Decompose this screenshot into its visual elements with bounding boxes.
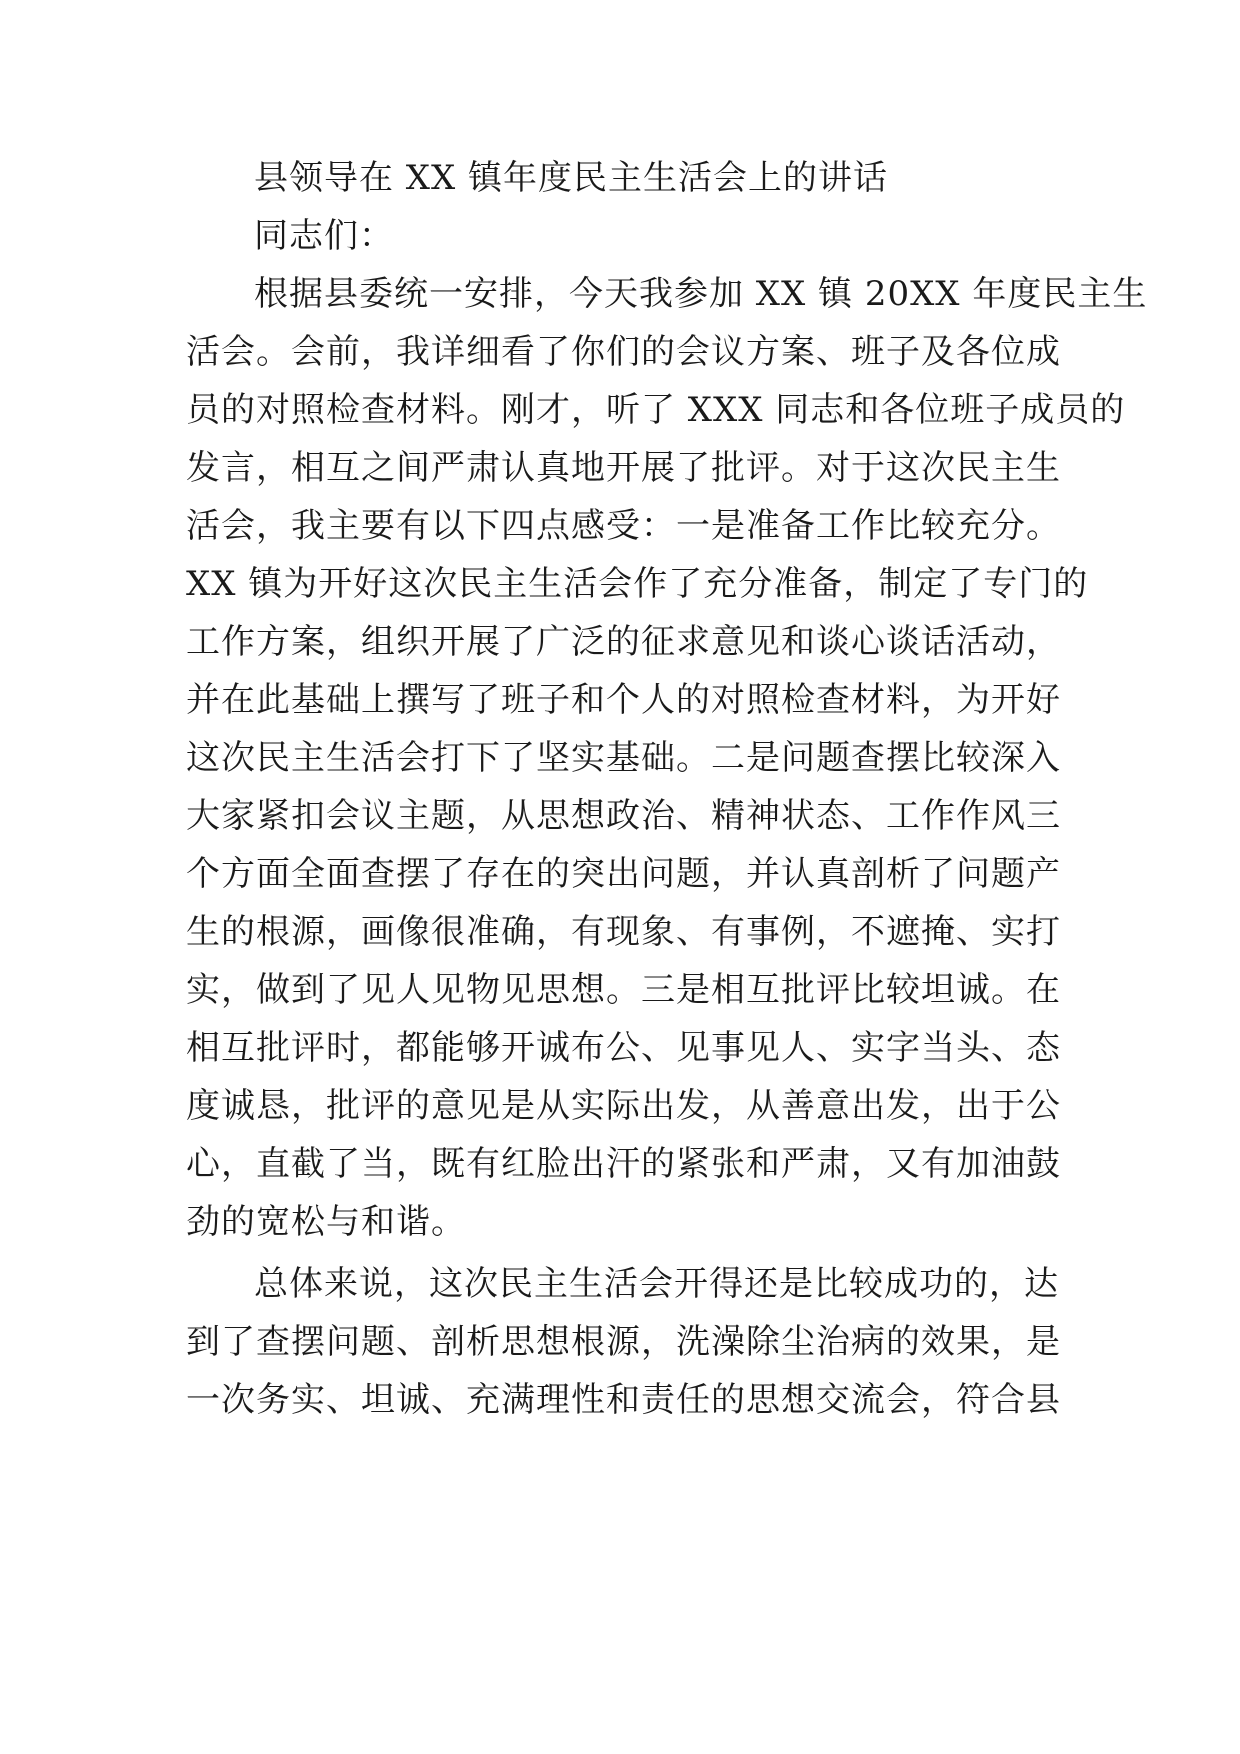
paragraph-line: 发言，相互之间严肃认真地开展了批评。对于这次民主生 <box>186 448 1061 488</box>
paragraph-line: 活会。会前，我详细看了你们的会议方案、班子及各位成 <box>186 332 1061 372</box>
paragraph-line: 相互批评时，都能够开诚布公、见事见人、实字当头、态 <box>186 1028 1061 1068</box>
paragraph-line: 根据县委统一安排，今天我参加 XX 镇 20XX 年度民主生 <box>254 274 1148 314</box>
paragraph-line: 劲的宽松与和谐。 <box>186 1202 466 1242</box>
document-title: 县领导在 XX 镇年度民主生活会上的讲话 <box>254 158 889 198</box>
paragraph-line: 度诚恳，批评的意见是从实际出发，从善意出发，出于公 <box>186 1086 1061 1126</box>
salutation: 同志们： <box>254 216 394 256</box>
paragraph-line: 工作方案，组织开展了广泛的征求意见和谈心谈话活动， <box>186 622 1061 662</box>
paragraph-line: 一次务实、坦诚、充满理性和责任的思想交流会，符合县 <box>186 1380 1061 1420</box>
paragraph-line: 生的根源，画像很准确，有现象、有事例，不遮掩、实打 <box>186 912 1061 952</box>
paragraph-line: 实，做到了见人见物见思想。三是相互批评比较坦诚。在 <box>186 970 1061 1010</box>
paragraph-line: 总体来说，这次民主生活会开得还是比较成功的，达 <box>254 1264 1059 1304</box>
paragraph-line: 心，直截了当，既有红脸出汗的紧张和严肃，又有加油鼓 <box>186 1144 1061 1184</box>
paragraph-line: XX 镇为开好这次民主生活会作了充分准备，制定了专门的 <box>186 564 1089 604</box>
paragraph-line: 活会，我主要有以下四点感受：一是准备工作比较充分。 <box>186 506 1061 546</box>
paragraph-line: 并在此基础上撰写了班子和个人的对照检查材料，为开好 <box>186 680 1061 720</box>
paragraph-line: 员的对照检查材料。刚才，听了 XXX 同志和各位班子成员的 <box>186 390 1126 430</box>
paragraph-line: 大家紧扣会议主题，从思想政治、精神状态、工作作风三 <box>186 796 1061 836</box>
paragraph-line: 这次民主生活会打下了坚实基础。二是问题查摆比较深入 <box>186 738 1061 778</box>
paragraph-line: 个方面全面查摆了存在的突出问题，并认真剖析了问题产 <box>186 854 1061 894</box>
paragraph-line: 到了查摆问题、剖析思想根源，洗澡除尘治病的效果，是 <box>186 1322 1061 1362</box>
